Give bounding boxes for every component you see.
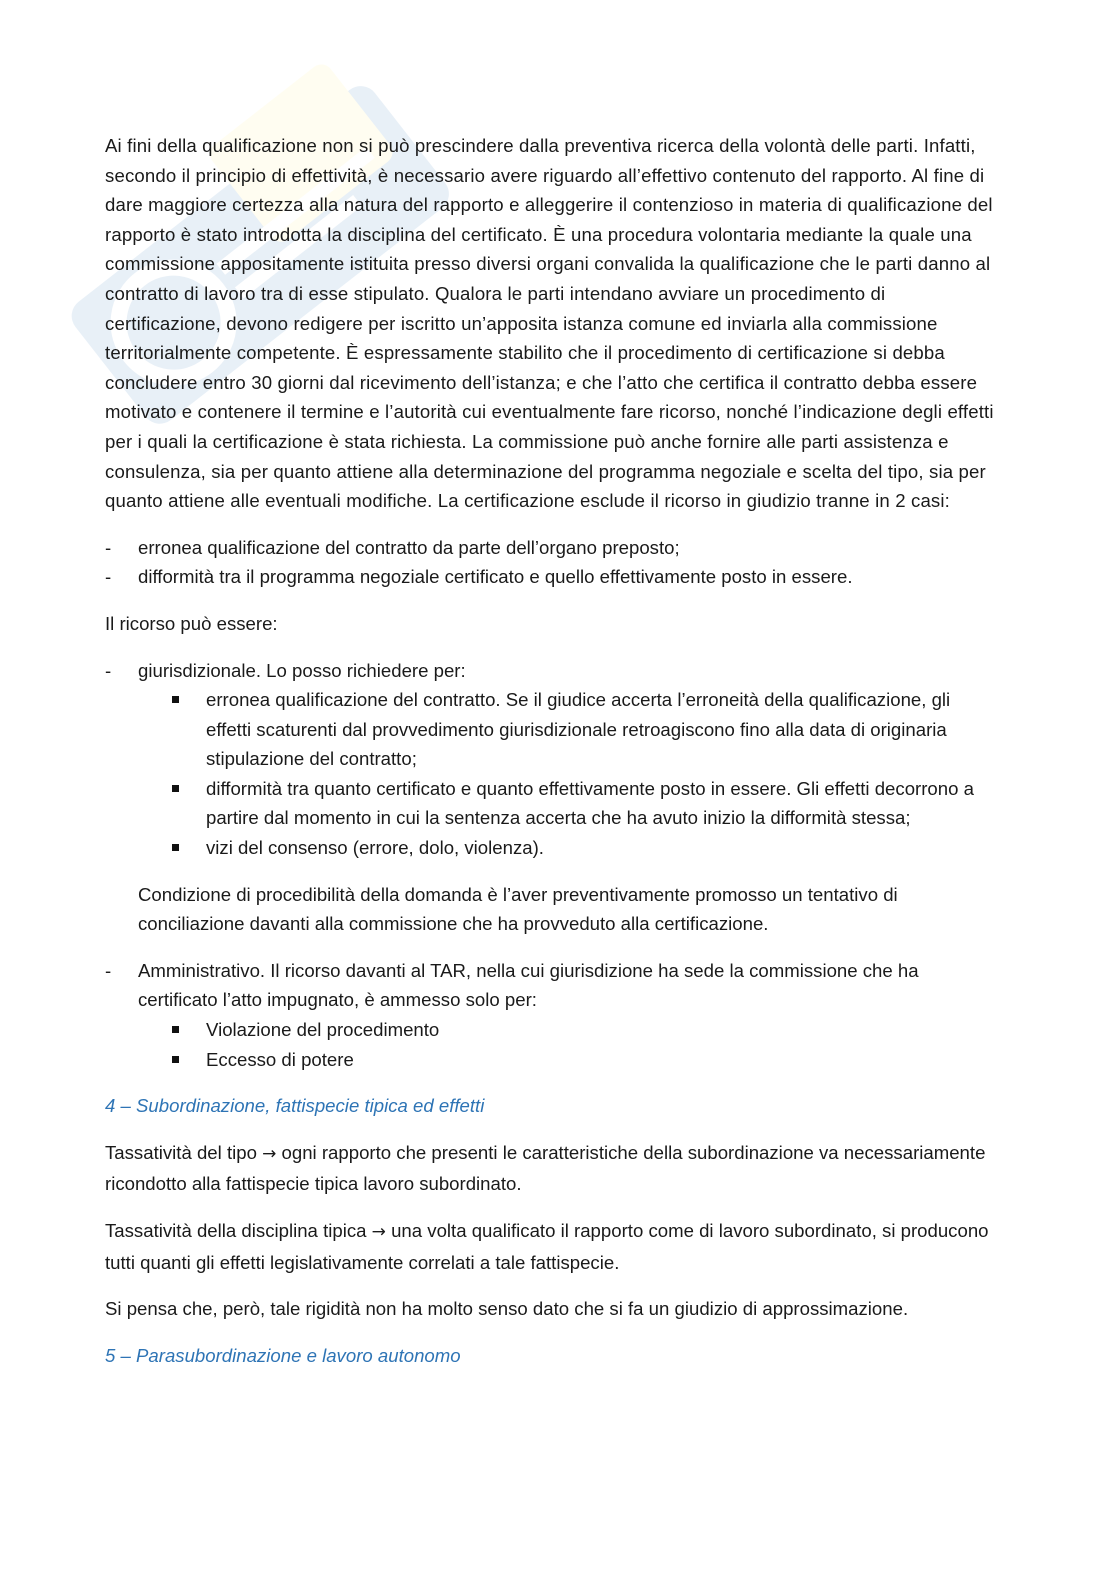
sub-list [138, 685, 1000, 863]
procedibilita-note: Condizione di procedibilità della domanda è l’aver preventivamente promosso un tentativo di conciliazione davanti alla commissione che ha provveduto alla certificazione. [138, 883, 898, 935]
ricorso-amministrativo [105, 956, 1000, 1074]
definition: una volta qualificato il rapporto come di lavoro subordinato, si producono tutti quanti gli effetti legislativamente correlati a tale fattispecie. [105, 1220, 989, 1273]
arrow-right-icon: → [262, 1143, 277, 1164]
list-item-text: erronea qualificazione del contratto da parte dell’organo preposto; [138, 536, 680, 558]
list-item-text: giurisdizionale. Lo posso richiedere per: [138, 659, 466, 681]
document-page [105, 131, 1000, 1387]
ricorso-list [105, 656, 1000, 1075]
square-bullet-icon [172, 1056, 179, 1063]
tassativita-tipo-paragraph [105, 1138, 1000, 1199]
ricorso-giurisdizionale [105, 656, 1000, 939]
square-bullet-icon [172, 696, 179, 703]
term: Tassatività del tipo [105, 1141, 257, 1163]
sub-list-item [172, 1045, 1000, 1075]
dash-bullet: - [105, 536, 112, 558]
section-4-heading: 4 – Subordinazione, fattispecie tipica ed effetti [105, 1095, 485, 1117]
list-item [105, 533, 1000, 563]
square-bullet-icon [172, 1026, 179, 1033]
sub-list-item [172, 774, 1000, 833]
sub-list-item-text: Violazione del procedimento [206, 1019, 440, 1041]
dash-bullet: - [105, 566, 112, 588]
sub-list-item-text: vizi del consenso (errore, dolo, violenza). [206, 837, 544, 859]
list-item-text: difformità tra il programma negoziale certificato e quello effettivamente posto in essere. [138, 566, 853, 588]
sub-list-item [172, 1015, 1000, 1045]
sub-list-item [172, 833, 1000, 863]
sub-list [138, 1015, 1000, 1074]
sub-list-item [172, 685, 1000, 774]
dash-bullet: - [105, 959, 112, 981]
list-item-text: Amministrativo. Il ricorso davanti al TAR, nella cui giurisdizione ha sede la commissione che ha certificato l’atto impugnato, è ammesso solo per: [138, 959, 919, 1011]
rigidita-paragraph: Si pensa che, però, tale rigidità non ha molto senso dato che si fa un giudizio di approssimazione. [105, 1298, 909, 1320]
intro-paragraph: Ai fini della qualificazione non si può prescindere dalla preventiva ricerca della volontà delle parti. Infatti, secondo il principio di effettività, è necessario avere riguardo all’effettivo contenuto del rapporto. Al fine di dare maggiore certezza alla natura del rapporto e alleggerire il contenzioso in materia di qualificazione del rapporto è stato introdotta la disciplina del certificato. È una procedura volontaria mediante la quale una commissione appositamente istituita presso diversi organi convalida la qualificazione che le parti danno al contratto di lavoro tra di esse stipulato. Qualora le parti intendano avviare un procedimento di certificazione, devono redigere per iscritto un’apposita istanza comune ed inviarla alla commissione territorialmente competente. È espressamente stabilito che il procedimento di certificazione si debba concludere entro 30 giorni dal ricevimento dell’istanza; e che l’atto che certifica il contratto debba essere motivato e contenere il termine e l’autorità cui eventualmente fare ricorso, nonché l’indicazione degli effetti per i quali la certificazione è stata richiesta. La commissione può anche fornire alle parti assistenza e consulenza, sia per quanto attiene alla determinazione del programma negoziale e scelta del tipo, sia per quanto attiene alle eventuali modifiche. La certificazione esclude il ricorso in giudizio tranne in 2 casi: [105, 135, 994, 512]
definition: ogni rapporto che presenti le caratteristiche della subordinazione va necessariamente ricondotto alla fattispecie tipica lavoro subordinato. [105, 1141, 986, 1195]
exceptions-list [105, 533, 1000, 592]
term: Tassatività della disciplina tipica [105, 1220, 367, 1241]
tassativita-disciplina-paragraph [105, 1216, 1000, 1277]
square-bullet-icon [172, 844, 179, 851]
list-item [105, 562, 1000, 592]
section-5-heading: 5 – Parasubordinazione e lavoro autonomo [105, 1344, 461, 1366]
ricorso-intro: Il ricorso può essere: [105, 612, 278, 634]
dash-bullet: - [105, 659, 112, 681]
sub-list-item-text: erronea qualificazione del contratto. Se il giudice accerta l’erroneità della qualificazione, gli effetti scaturenti dal provvedimento giurisdizionale retroagiscono fino alla data di originaria stipulazione del contratto; [206, 689, 951, 770]
sub-list-item-text: difformità tra quanto certificato e quanto effettivamente posto in essere. Gli effetti decorrono a partire dal momento in cui la sentenza accerta che ha avuto inizio la difformità stessa; [206, 777, 974, 829]
arrow-right-icon: → [371, 1222, 386, 1242]
square-bullet-icon [172, 785, 179, 792]
sub-list-item-text: Eccesso di potere [206, 1048, 354, 1070]
